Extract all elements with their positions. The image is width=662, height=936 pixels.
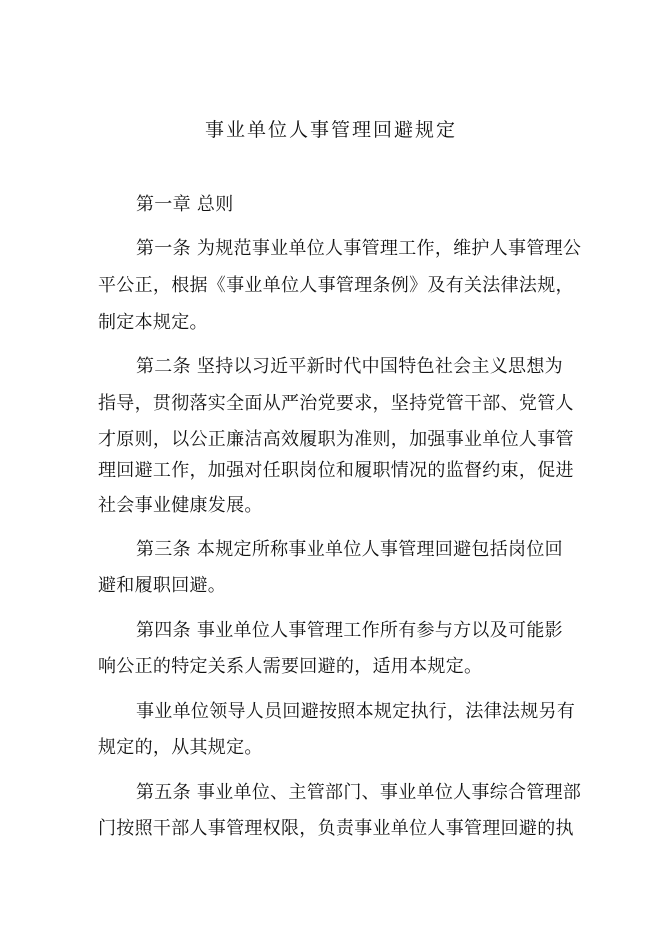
article-3-line-2: 避和履职回避。 — [98, 575, 227, 596]
chapter-heading: 第一章 总则 — [136, 194, 234, 215]
article-4-line-2: 响公正的特定关系人需要回避的，适用本规定。 — [98, 656, 483, 677]
article-4-line-1: 第四条 事业单位人事管理工作所有参与方以及可能影 — [136, 620, 563, 641]
article-4-para-2-line-2: 规定的，从其规定。 — [98, 737, 263, 758]
article-1-line-2: 平公正，根据《事业单位人事管理条例》及有关法律法规， — [98, 275, 574, 296]
article-5-line-1: 第五条 事业单位、主管部门、事业单位人事综合管理部 — [136, 782, 582, 803]
article-2-line-3: 才原则，以公正廉洁高效履职为准则，加强事业单位人事管 — [98, 429, 574, 450]
article-3-line-1: 第三条 本规定所称事业单位人事管理回避包括岗位回 — [136, 539, 563, 560]
article-2-line-1: 第二条 坚持以习近平新时代中国特色社会主义思想为 — [136, 356, 563, 377]
article-4-para-2-line-1: 事业单位领导人员回避按照本规定执行，法律法规另有 — [136, 701, 576, 722]
article-1-line-1: 第一条 为规范事业单位人事管理工作，维护人事管理公 — [136, 238, 582, 259]
article-2-line-5: 社会事业健康发展。 — [98, 495, 263, 516]
article-2-line-4: 理回避工作，加强对任职岗位和履职情况的监督约束，促进 — [98, 460, 574, 481]
article-5-line-2: 门按照干部人事管理权限，负责事业单位人事管理回避的执 — [98, 818, 574, 839]
article-2-line-2: 指导，贯彻落实全面从严治党要求，坚持党管干部、党管人 — [98, 393, 574, 414]
article-1-line-3: 制定本规定。 — [98, 312, 208, 333]
document-title: 事业单位人事管理回避规定 — [204, 119, 457, 141]
